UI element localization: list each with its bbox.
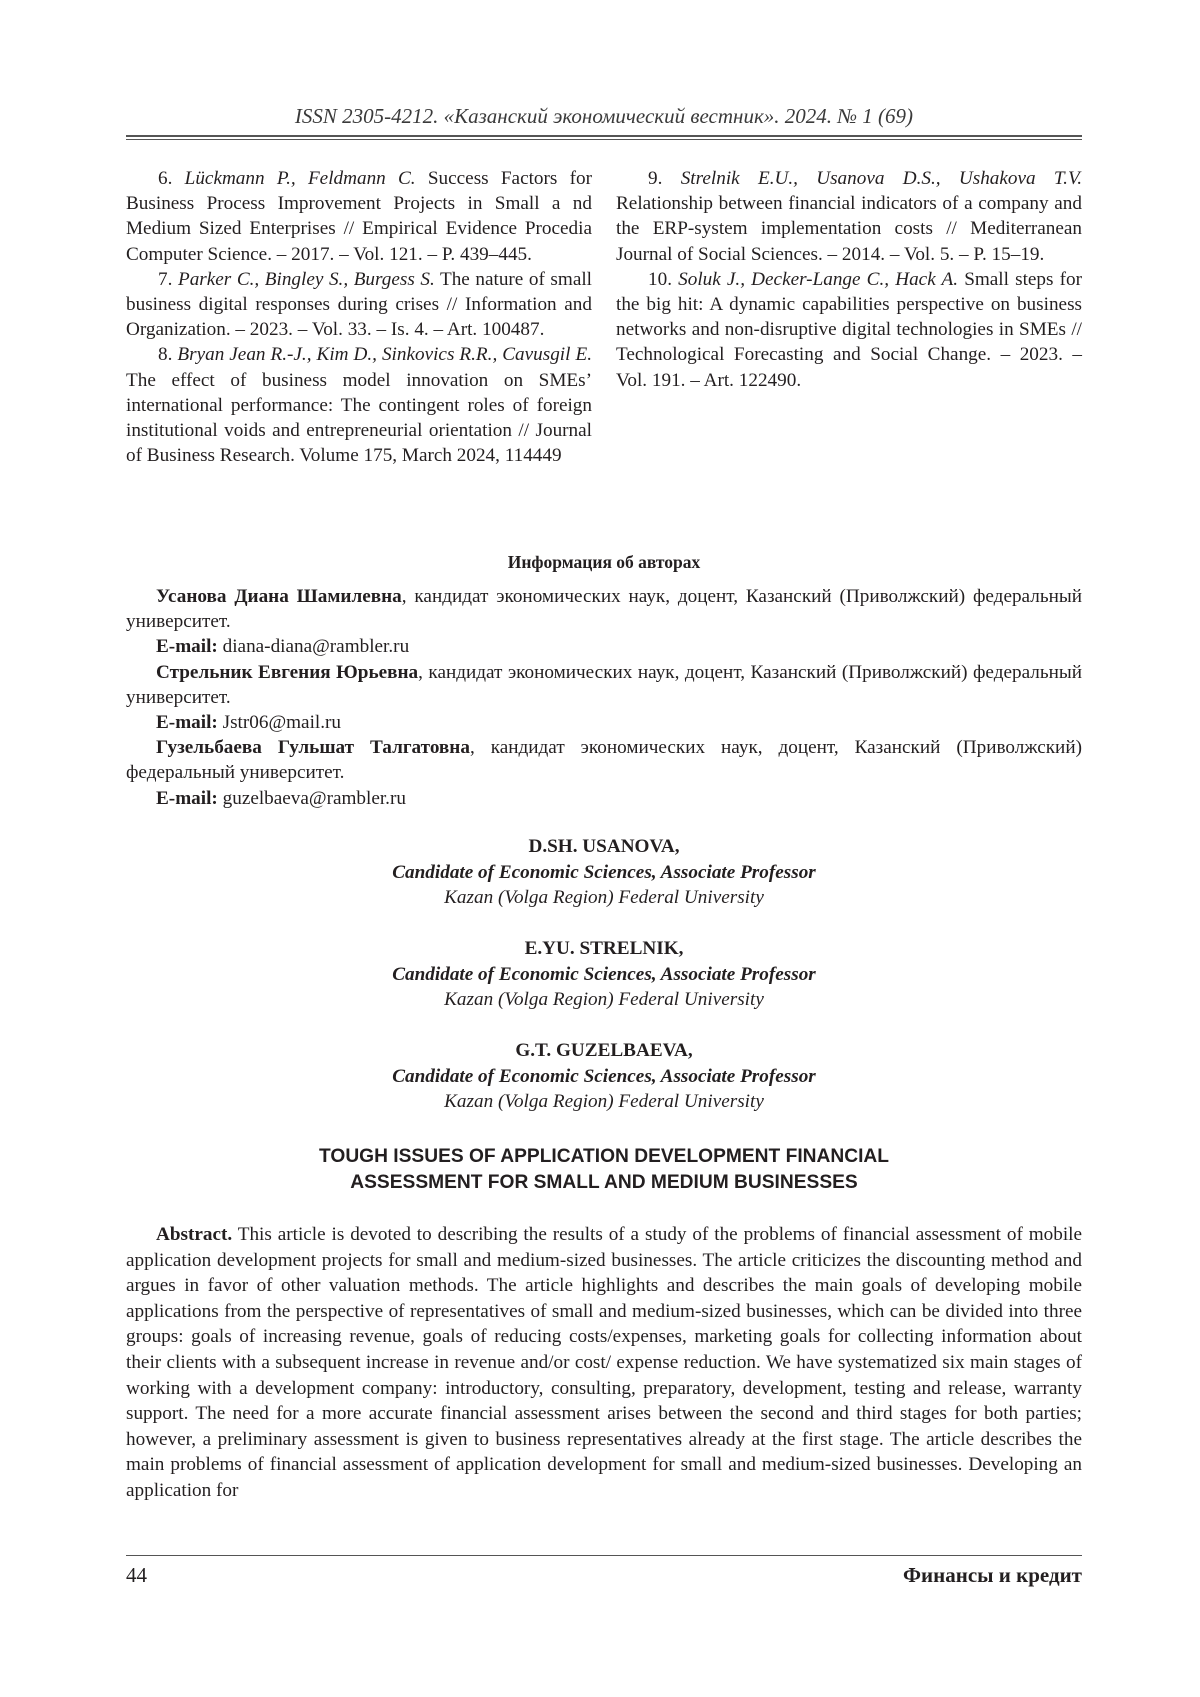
english-author-position: Candidate of Economic Sciences, Associate Professor: [392, 1065, 816, 1087]
author-email-line: [126, 634, 1082, 659]
reference-authors: Bryan Jean R.-J., Kim D., Sinkovics R.R., Cavusgil E.: [177, 344, 592, 366]
reference-item: [616, 166, 1082, 267]
english-author-name: G.T. GUZELBAEVA,: [515, 1040, 693, 1061]
english-author-name: E.YU. STRELNIK,: [524, 938, 684, 959]
email-label: E-mail:: [156, 712, 218, 734]
author-details: , кандидат экономических наук, доцент, Казанский (Приволжский) федеральный университет.: [126, 586, 1082, 633]
author-email-line: [126, 786, 1082, 811]
reference-item: [126, 342, 592, 468]
english-author-position: Candidate of Economic Sciences, Associate Professor: [392, 861, 816, 883]
author-name: Стрельник Евгения Юрьевна: [156, 661, 419, 683]
reference-text: The nature of small business digital responses during crises // Information and Organization. – 2023. – Vol. 33. – Is. 4. – Art. 100487.: [126, 268, 593, 341]
author-details: , кандидат экономических наук, доцент, Казанский (Приволжский) федеральный университет.: [126, 661, 1083, 708]
author-email: Jstr06@mail.ru: [222, 712, 342, 734]
reference-authors: Strelnik E.U., Usanova D.S., Ushakova T.V.: [680, 168, 1083, 189]
email-label: E-mail:: [156, 636, 218, 658]
reference-item: [126, 166, 592, 267]
abstract-text: This article is devoted to describing the results of a study of the problems of financial assessment of mobile application development projects for small and medium-sized businesses. The article criticizes the discounting method and argues in favor of other valuation methods. The article highlights and describes the main goals of developing mobile applications from the perspective of representatives of small and medium-sized businesses, which can be divided into three groups: goals of increasing revenue, goals of reducing costs/expenses, marketing goals for collecting information about their clients with a subsequent increase in revenue and/or cost/ expense reduction. We have systematized six main stages of working with a development company: introductory, consulting, preparatory, development, testing and release, warranty support. The need for a more accurate financial assessment arises between the second and third stages for both parties; however, a preliminary assessment is given to business representatives already at the first stage. The article describes the main problems of financial assessment of application development for small and medium-sized businesses. Developing an application for: [126, 1224, 1082, 1501]
paper-title-line: TOUGH ISSUES OF APPLICATION DEVELOPMENT FINANCIAL: [319, 1146, 889, 1167]
author-entry: [126, 735, 1082, 785]
email-label: E-mail:: [156, 787, 218, 809]
reference-number: 9.: [648, 168, 663, 189]
author-name: Гузельбаева Гульшат Талгатовна: [156, 737, 470, 759]
english-author-block: [126, 936, 1082, 1013]
section-name: Финансы и кредит: [902, 1563, 1082, 1587]
reference-authors: Soluk J., Decker-Lange C., Hack A.: [678, 268, 959, 290]
abstract-label: Abstract.: [156, 1224, 233, 1245]
reference-number: 7.: [158, 268, 173, 290]
english-author-block: [126, 834, 1082, 911]
reference-text: The effect of business model innovation on SMEs’ international performance: The contingent roles of foreign institutional voids and entrepreneurial orientation // Journal of Business Research. Volume 175, March 2024, 114449: [126, 369, 592, 467]
author-entry: [126, 584, 1082, 634]
reference-number: 10.: [648, 268, 672, 290]
authors-info: [126, 584, 1082, 811]
reference-item: [616, 267, 1082, 393]
author-name: Усанова Диана Шамилевна: [156, 586, 402, 607]
english-author-name: D.SH. USANOVA,: [528, 836, 680, 857]
abstract: [126, 1222, 1082, 1504]
reference-authors: Lückmann P., Feldmann C.: [184, 168, 416, 189]
reference-text: Relationship between financial indicators of a company and the ERP-system implementation costs // Mediterranean Journal of Social Sciences. – 2014. – Vol. 5. – P. 15–19.: [616, 193, 1082, 265]
english-author-university: Kazan (Volga Region) Federal University: [444, 989, 764, 1010]
authors-info-heading: Информация об авторах: [507, 552, 701, 572]
author-email: diana-diana@rambler.ru: [222, 636, 410, 658]
reference-number: 6.: [158, 168, 173, 189]
english-author-university: Kazan (Volga Region) Federal University: [444, 887, 764, 908]
author-email-line: [126, 710, 1082, 735]
reference-text: Small steps for the big hit: A dynamic capabilities perspective on business networks and non-disruptive digital technologies in SMEs // Technological Forecasting and Social Change. – 2023. – Vol. 191. – Art. 122490.: [616, 268, 1083, 391]
header-rule: [126, 135, 1082, 140]
author-details: , кандидат экономических наук, доцент, Казанский (Приволжский) федеральный университет.: [126, 737, 1082, 784]
reference-number: 8.: [158, 344, 173, 366]
english-author-position: Candidate of Economic Sciences, Associate Professor: [392, 963, 816, 985]
page-number: 44: [126, 1563, 147, 1587]
footer-rule: [126, 1555, 1082, 1556]
paper-title-line: ASSESSMENT FOR SMALL AND MEDIUM BUSINESSES: [350, 1172, 858, 1193]
paper-title: [126, 1144, 1082, 1196]
reference-item: [126, 267, 592, 343]
running-header: ISSN 2305-4212. «Казанский экономический вестник». 2024. № 1 (69): [294, 104, 914, 128]
reference-authors: Parker C., Bingley S., Burgess S.: [177, 268, 435, 290]
reference-text: Success Factors for Business Process Improvement Projects in Small a nd Medium Sized Enterprises // Empirical Evidence Procedia Computer Science. – 2017. – Vol. 121. – P. 439–445.: [126, 168, 593, 265]
references-list: [126, 166, 1082, 506]
english-author-block: [126, 1038, 1082, 1115]
author-entry: [126, 660, 1082, 710]
author-email: guzelbaeva@rambler.ru: [222, 787, 406, 809]
english-author-university: Kazan (Volga Region) Federal University: [444, 1091, 764, 1112]
